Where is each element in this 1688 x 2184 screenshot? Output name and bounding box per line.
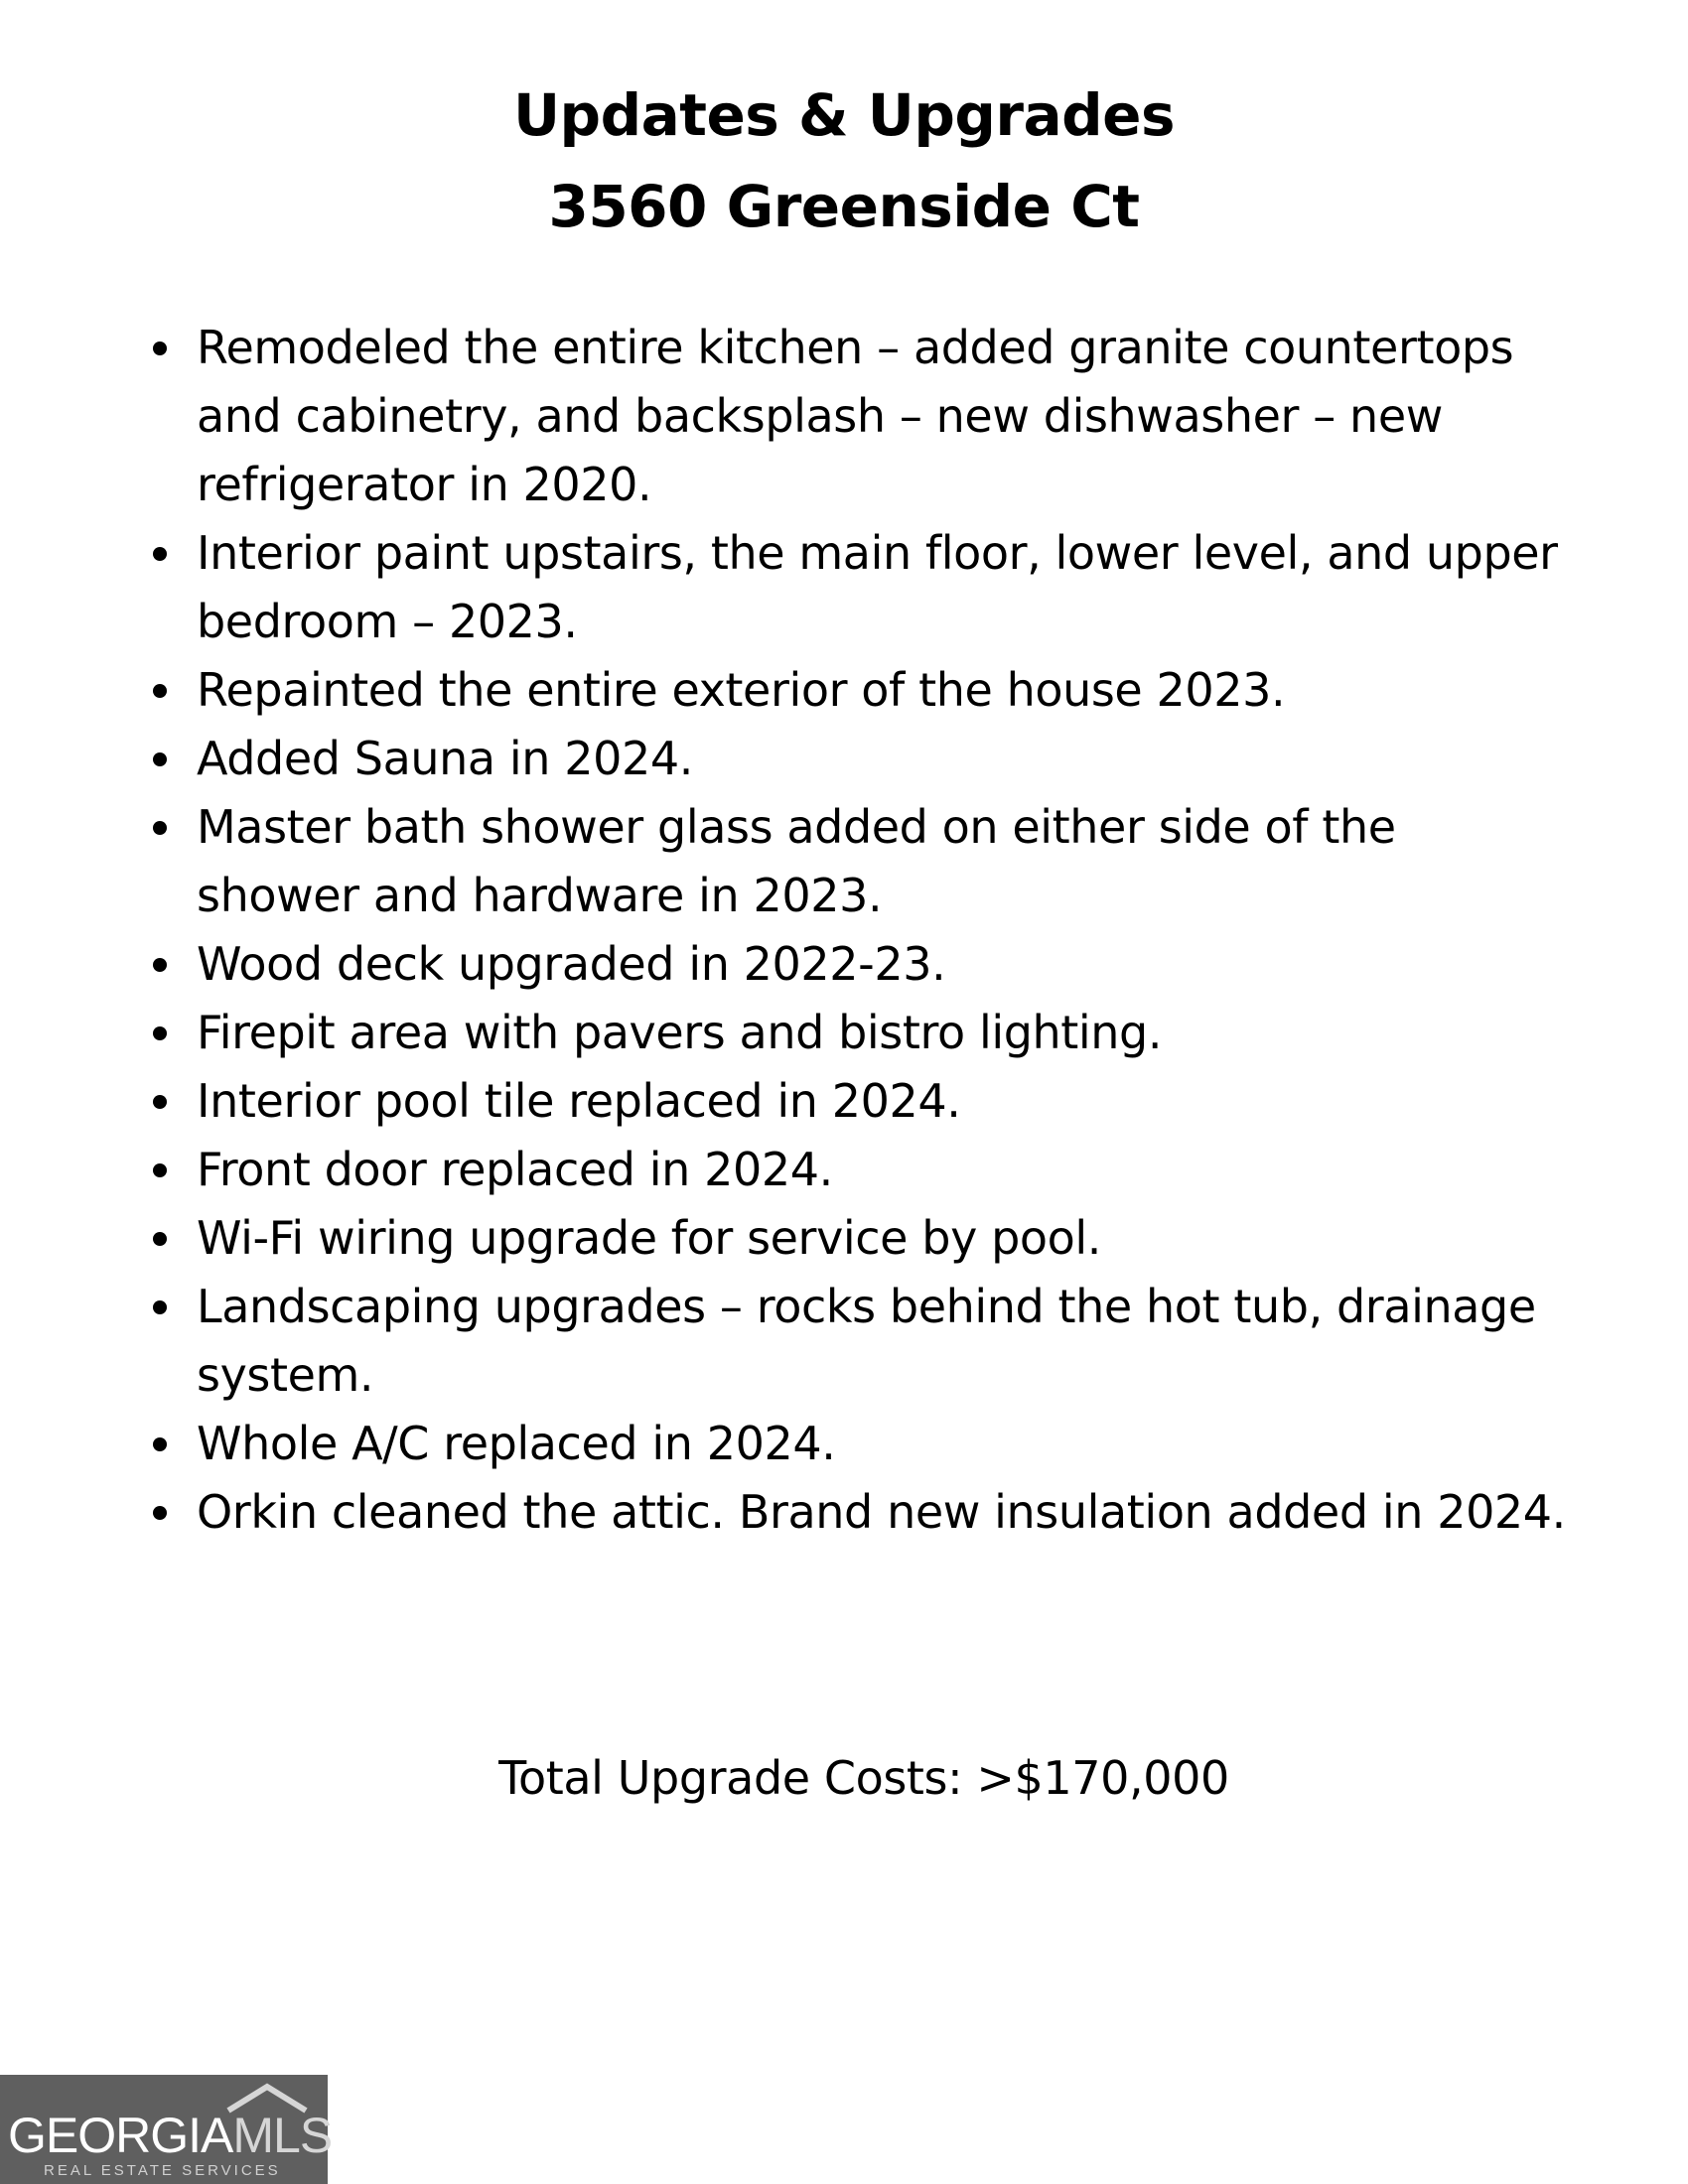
logo-brand-accent: MLS	[232, 2108, 333, 2163]
bullet-icon	[153, 547, 167, 561]
bullet-icon	[153, 958, 167, 972]
list-item-text: Interior paint upstairs, the main floor, lower level, and upper bedroom – 2023.	[197, 526, 1558, 648]
list-item	[139, 1478, 1569, 1547]
title-line-heading: Updates & Upgrades	[512, 81, 1176, 149]
list-item-text: Interior pool tile replaced in 2024.	[197, 1074, 961, 1128]
list-item-text: Repainted the entire exterior of the house 2023.	[197, 663, 1286, 717]
title-line-address: 3560 Greenside Ct	[548, 173, 1140, 240]
georgia-mls-logo	[0, 2075, 333, 2184]
bullet-icon	[153, 1232, 167, 1246]
list-item-text: Orkin cleaned the attic. Brand new insulation added in 2024.	[197, 1485, 1566, 1539]
list-item-text: Wood deck upgraded in 2022-23.	[197, 937, 946, 991]
list-item	[139, 314, 1569, 519]
list-item-text: Front door replaced in 2024.	[197, 1143, 833, 1196]
bullet-icon	[153, 1163, 167, 1177]
list-item-text: Whole A/C replaced in 2024.	[197, 1417, 836, 1470]
logo-wordmark	[8, 2108, 333, 2163]
bullet-icon	[153, 1506, 167, 1520]
list-item	[139, 656, 1569, 725]
upgrades-list	[139, 314, 1569, 1547]
list-item	[139, 1136, 1569, 1204]
logo-tagline: REAL ESTATE SERVICES	[44, 2162, 281, 2179]
bullet-icon	[153, 341, 167, 355]
total-upgrade-cost: Total Upgrade Costs: >$170,000	[498, 1751, 1229, 1805]
bullet-icon	[153, 1300, 167, 1314]
bullet-icon	[153, 1095, 167, 1109]
list-item-text: Landscaping upgrades – rocks behind the hot tub, drainage system.	[197, 1280, 1536, 1402]
list-item-text: Firepit area with pavers and bistro lighting.	[197, 1006, 1163, 1059]
bullet-icon	[153, 821, 167, 835]
list-item	[139, 1273, 1569, 1410]
list-item	[139, 930, 1569, 999]
bullet-icon	[153, 752, 167, 766]
list-item	[139, 725, 1569, 793]
list-item	[139, 1067, 1569, 1136]
list-item	[139, 793, 1569, 930]
bullet-icon	[153, 1026, 167, 1040]
bullet-icon	[153, 684, 167, 698]
page-title	[0, 69, 1688, 252]
bullet-icon	[153, 1437, 167, 1451]
list-item	[139, 1410, 1569, 1478]
list-item	[139, 999, 1569, 1067]
list-item-text: Master bath shower glass added on either side of the shower and hardware in 2023.	[197, 800, 1396, 922]
logo-brand-main: GEORGIA	[8, 2108, 233, 2163]
list-item	[139, 1204, 1569, 1273]
list-item-text: Remodeled the entire kitchen – added granite countertops and cabinetry, and backsplash – new dishwasher – new refrigerator in 2020.	[197, 321, 1514, 511]
list-item-text: Added Sauna in 2024.	[197, 732, 693, 785]
list-item-text: Wi-Fi wiring upgrade for service by pool.	[197, 1211, 1102, 1265]
list-item	[139, 519, 1569, 656]
